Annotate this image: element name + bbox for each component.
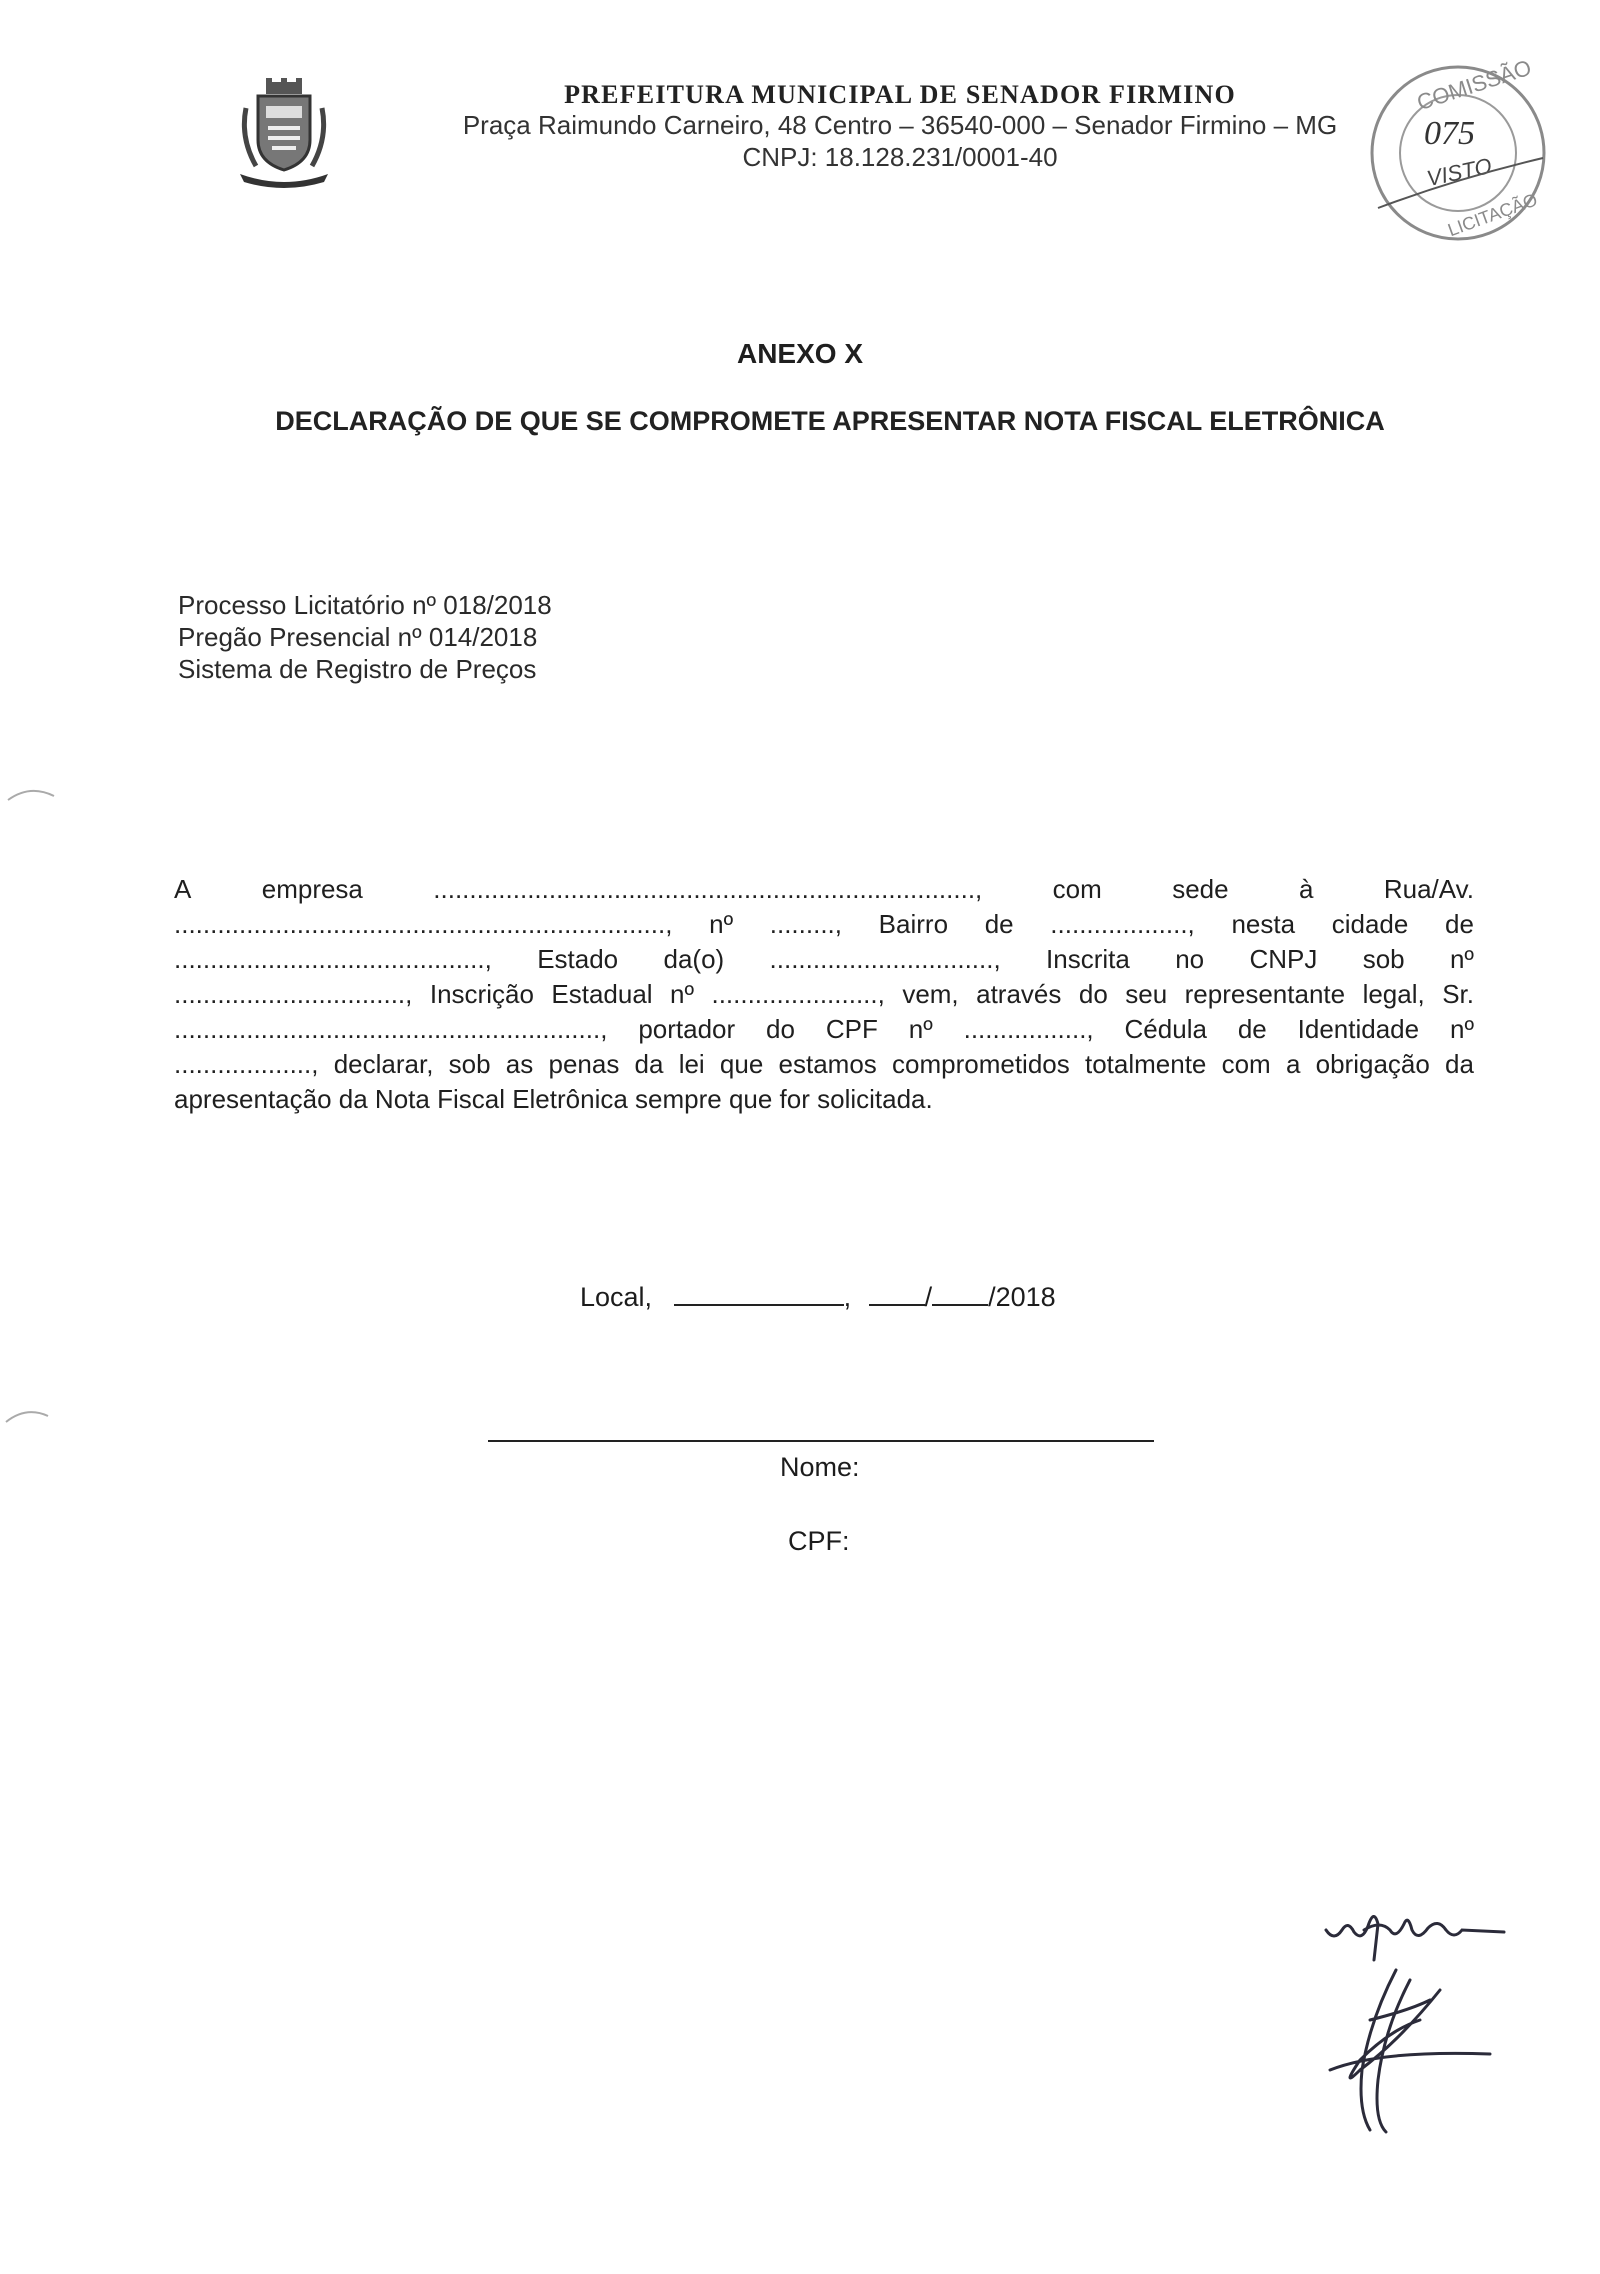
paragraph-word: estamos (778, 1049, 877, 1079)
paragraph-word: através (976, 979, 1062, 1009)
paragraph-word: de (1445, 909, 1474, 939)
paragraph-word: A (174, 874, 192, 904)
paragraph-word: CNPJ (1249, 944, 1318, 974)
page-subtitle: DECLARAÇÃO DE QUE SE COMPROMETE APRESENTAR NOTA FISCAL ELETRÔNICA (275, 406, 1385, 436)
punch-mark-icon (0, 1400, 70, 1440)
paragraph-word: declarar, (333, 1049, 434, 1079)
paragraph-word: totalmente (1084, 1049, 1207, 1079)
handwritten-initials-icon (1320, 1890, 1520, 1970)
paragraph-word: ..................., (1050, 909, 1195, 939)
header-cnpj: CNPJ: 18.128.231/0001-40 (742, 142, 1058, 172)
paragraph-word: sede (1172, 874, 1229, 904)
paragraph-word: ................., (963, 1014, 1094, 1044)
paragraph-word: Cédula (1124, 1014, 1207, 1044)
paragraph-word: representante (1184, 979, 1346, 1009)
paragraph-word: ..........................................., (174, 944, 492, 974)
paragraph-word: comprometidos (892, 1049, 1070, 1079)
header-title: PREFEITURA MUNICIPAL DE SENADOR FIRMINO (564, 80, 1236, 109)
local-blank[interactable] (674, 1282, 844, 1306)
paragraph-word: com (1052, 874, 1102, 904)
paragraph-word: penas (548, 1049, 620, 1079)
paragraph-word: Estadual (551, 979, 653, 1009)
stamp-bottom-text: LICITAÇÃO (1445, 189, 1541, 241)
paragraph-word: as (505, 1049, 534, 1079)
handwritten-signature-icon (1300, 1960, 1520, 2140)
paragraph-word: nº (1449, 944, 1474, 974)
paragraph-word: Inscrita (1046, 944, 1130, 974)
paragraph-word: apresentação da Nota Fiscal Eletrônica sempre que for solicitada. (174, 1084, 933, 1114)
paragraph-word: vem, (902, 979, 959, 1009)
paragraph-word: Rua/Av. (1383, 874, 1474, 904)
paragraph-line (174, 1012, 1474, 1047)
paragraph-word: sob (448, 1049, 491, 1079)
paragraph-line (174, 872, 1474, 907)
local-date-line: Local, , / /2018 (580, 1282, 1056, 1312)
paragraph-word: de (1237, 1014, 1267, 1044)
paragraph-word: ..........................................................................., (433, 874, 983, 904)
paragraph-word: de (984, 909, 1014, 939)
punch-mark-icon (0, 780, 70, 820)
paragraph-word: ................................, (174, 979, 413, 1009)
paragraph-word: obrigação (1315, 1049, 1430, 1079)
stamp-top-text: COMISSÃO (1413, 58, 1535, 116)
paragraph-word: com (1221, 1049, 1271, 1079)
month-blank[interactable] (932, 1282, 988, 1306)
paragraph-word: sob (1362, 944, 1405, 974)
auction-number: Pregão Presencial nº 014/2018 (178, 622, 538, 652)
cpf-label: CPF: (788, 1526, 850, 1556)
paragraph-word: da(o) (663, 944, 725, 974)
paragraph-word: ..........................................................., (174, 1014, 608, 1044)
paragraph-word: Sr. (1442, 979, 1474, 1009)
paragraph-word: seu (1125, 979, 1168, 1009)
paragraph-line (174, 977, 1474, 1012)
paragraph-line (174, 1047, 1474, 1082)
paragraph-word: a (1285, 1049, 1301, 1079)
paragraph-word: portador (638, 1014, 736, 1044)
paragraph-word: ..................., (174, 1049, 319, 1079)
paragraph-word: nº (709, 909, 734, 939)
paragraph-line (174, 1082, 1474, 1117)
declaration-paragraph (174, 872, 1474, 1117)
paragraph-word: legal, (1362, 979, 1425, 1009)
paragraph-word: ........., (769, 909, 842, 939)
header-address: Praça Raimundo Carneiro, 48 Centro – 36540-000 – Senador Firmino – MG (462, 110, 1338, 140)
paragraph-word: da (1445, 1049, 1474, 1079)
registry-system: Sistema de Registro de Preços (178, 654, 537, 684)
commission-stamp-icon (1358, 58, 1558, 248)
process-number: Processo Licitatório nº 018/2018 (178, 590, 552, 620)
paragraph-line (174, 907, 1474, 942)
paragraph-word: Identidade (1297, 1014, 1420, 1044)
name-label: Nome: (780, 1452, 860, 1482)
local-label: Local, (580, 1282, 653, 1312)
paragraph-word: CPF (825, 1014, 878, 1044)
paragraph-word: do (766, 1014, 795, 1044)
paragraph-word: lei (678, 1049, 705, 1079)
paragraph-word: Estado (537, 944, 619, 974)
paragraph-line (174, 942, 1474, 977)
paragraph-word: do (1078, 979, 1108, 1009)
page-title: ANEXO X (736, 338, 864, 369)
paragraph-word: Inscrição (429, 979, 534, 1009)
stamp-number-text: 075 (1424, 115, 1475, 152)
day-blank[interactable] (869, 1282, 925, 1306)
signature-line[interactable] (488, 1440, 1154, 1442)
paragraph-word: empresa (261, 874, 363, 904)
paragraph-word: nº (1449, 1014, 1474, 1044)
paragraph-word: nº (908, 1014, 933, 1044)
paragraph-word: ...................................................................., (174, 909, 673, 939)
stamp-middle-text: VISTO (1424, 153, 1494, 192)
paragraph-word: que (719, 1049, 764, 1079)
paragraph-word: cidade (1331, 909, 1409, 939)
paragraph-word: no (1175, 944, 1205, 974)
year-text: /2018 (988, 1282, 1056, 1312)
paragraph-word: da (634, 1049, 664, 1079)
paragraph-word: Bairro (878, 909, 949, 939)
paragraph-word: nesta (1231, 909, 1296, 939)
paragraph-word: ......................., (711, 979, 885, 1009)
municipal-coat-of-arms-icon (236, 78, 332, 190)
paragraph-word: nº (670, 979, 694, 1009)
paragraph-word: ..............................., (769, 944, 1001, 974)
paragraph-word: à (1298, 874, 1314, 904)
